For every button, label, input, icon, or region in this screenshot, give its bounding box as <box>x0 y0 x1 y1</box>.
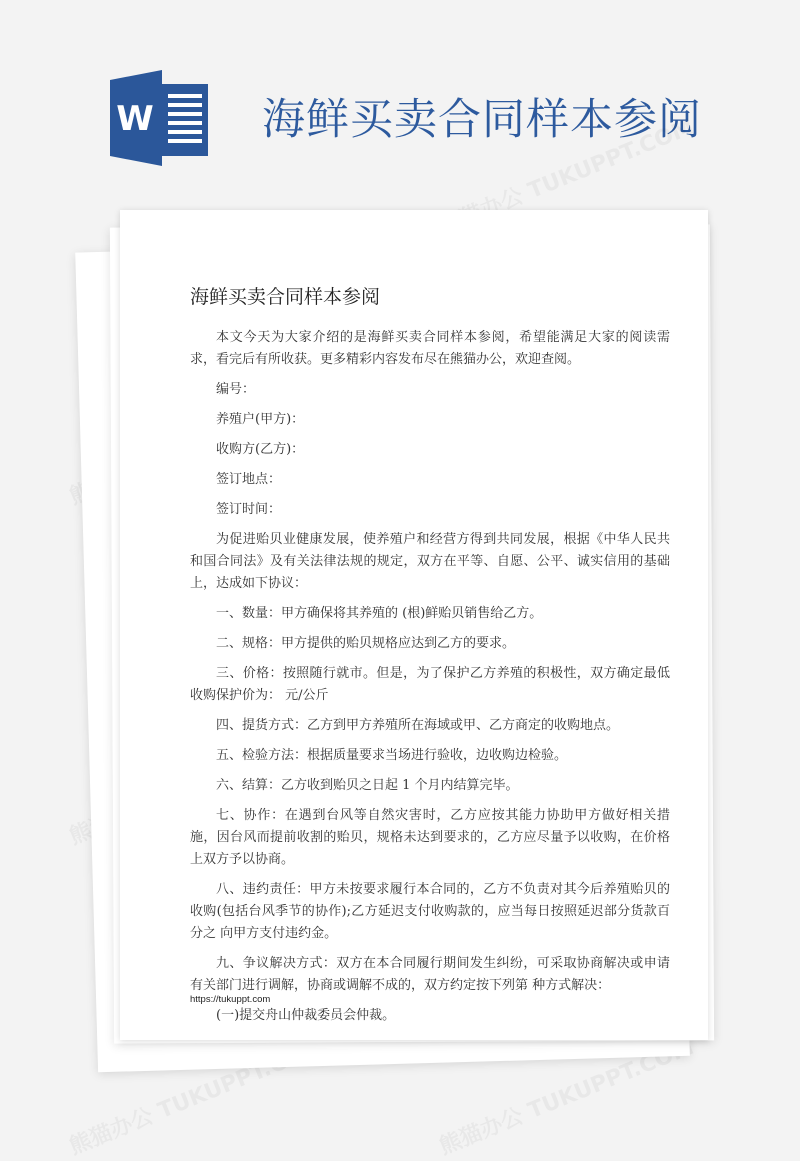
clause-price: 三、价格：按照随行就市。但是，为了保护乙方养殖的积极性，双方确定最低收购保护价为： 元/公斤 <box>190 666 670 703</box>
field-party-b: 收购方(乙方)： <box>216 442 305 457</box>
field-number: 编号： <box>216 382 256 397</box>
footer-url: https://tukuppt.com <box>190 994 271 1005</box>
clause-inspection: 五、检验方法：根据质量要求当场进行验收，边收购边检验。 <box>216 748 568 763</box>
document-title: 海鲜买卖合同样本参阅 <box>190 286 381 308</box>
clause-delivery: 四、提货方式：乙方到甲方养殖所在海域或甲、乙方商定的收购地点。 <box>216 718 620 733</box>
document-body <box>190 327 670 1035</box>
word-document-icon <box>110 70 210 166</box>
field-sign-time: 签订时间： <box>216 502 282 517</box>
field-party-a: 养殖户(甲方)： <box>216 412 305 427</box>
preamble-paragraph: 为促进贻贝业健康发展，使养殖户和经营方得到共同发展，根据《中华人民共和国合同法》及有关法律法规的规定，双方在平等、自愿、公平、诚实信用的基础上，达成如下协议： <box>190 532 670 591</box>
clause-liability: 八、违约责任：甲方未按要求履行本合同的，乙方不负责对其今后养殖贻贝的收购(包括台风季节的协作);乙方延迟支付收购款的，应当每日按照延迟部分货款百分之 向甲方支付违约金。 <box>190 882 670 941</box>
intro-paragraph: 本文今天为大家介绍的是海鲜买卖合同样本参阅，希望能满足大家的阅读需求，看完后有所收获。更多精彩内容发布尽在熊猫办公，欢迎查阅。 <box>190 330 670 367</box>
svg-text:W: W <box>116 99 154 139</box>
clause-arbitration: (一)提交舟山仲裁委员会仲裁。 <box>216 1008 396 1023</box>
header-banner <box>0 0 800 190</box>
clause-dispute: 九、争议解决方式：双方在本合同履行期间发生纠纷，可采取协商解决或申请有关部门进行调解，协商或调解不成的，双方约定按下列第 种方式解决： <box>190 956 670 993</box>
field-sign-location: 签订地点： <box>216 472 282 487</box>
document-page <box>120 210 708 1040</box>
clause-cooperation: 七、协作：在遇到台风等自然灾害时，乙方应按其能力协助甲方做好相关措施，因台风而提前收割的贻贝，规格未达到要求的，乙方应尽量予以收购，在价格上双方予以协商。 <box>190 808 670 867</box>
clause-specification: 二、规格：甲方提供的贻贝规格应达到乙方的要求。 <box>216 636 516 651</box>
clause-quantity: 一、数量：甲方确保将其养殖的 (根)鲜贻贝销售给乙方。 <box>216 606 543 621</box>
clause-settlement: 六、结算：乙方收到贻贝之日起 1 个月内结算完毕。 <box>216 778 519 793</box>
header-title: 海鲜买卖合同样本参阅 <box>262 95 702 145</box>
